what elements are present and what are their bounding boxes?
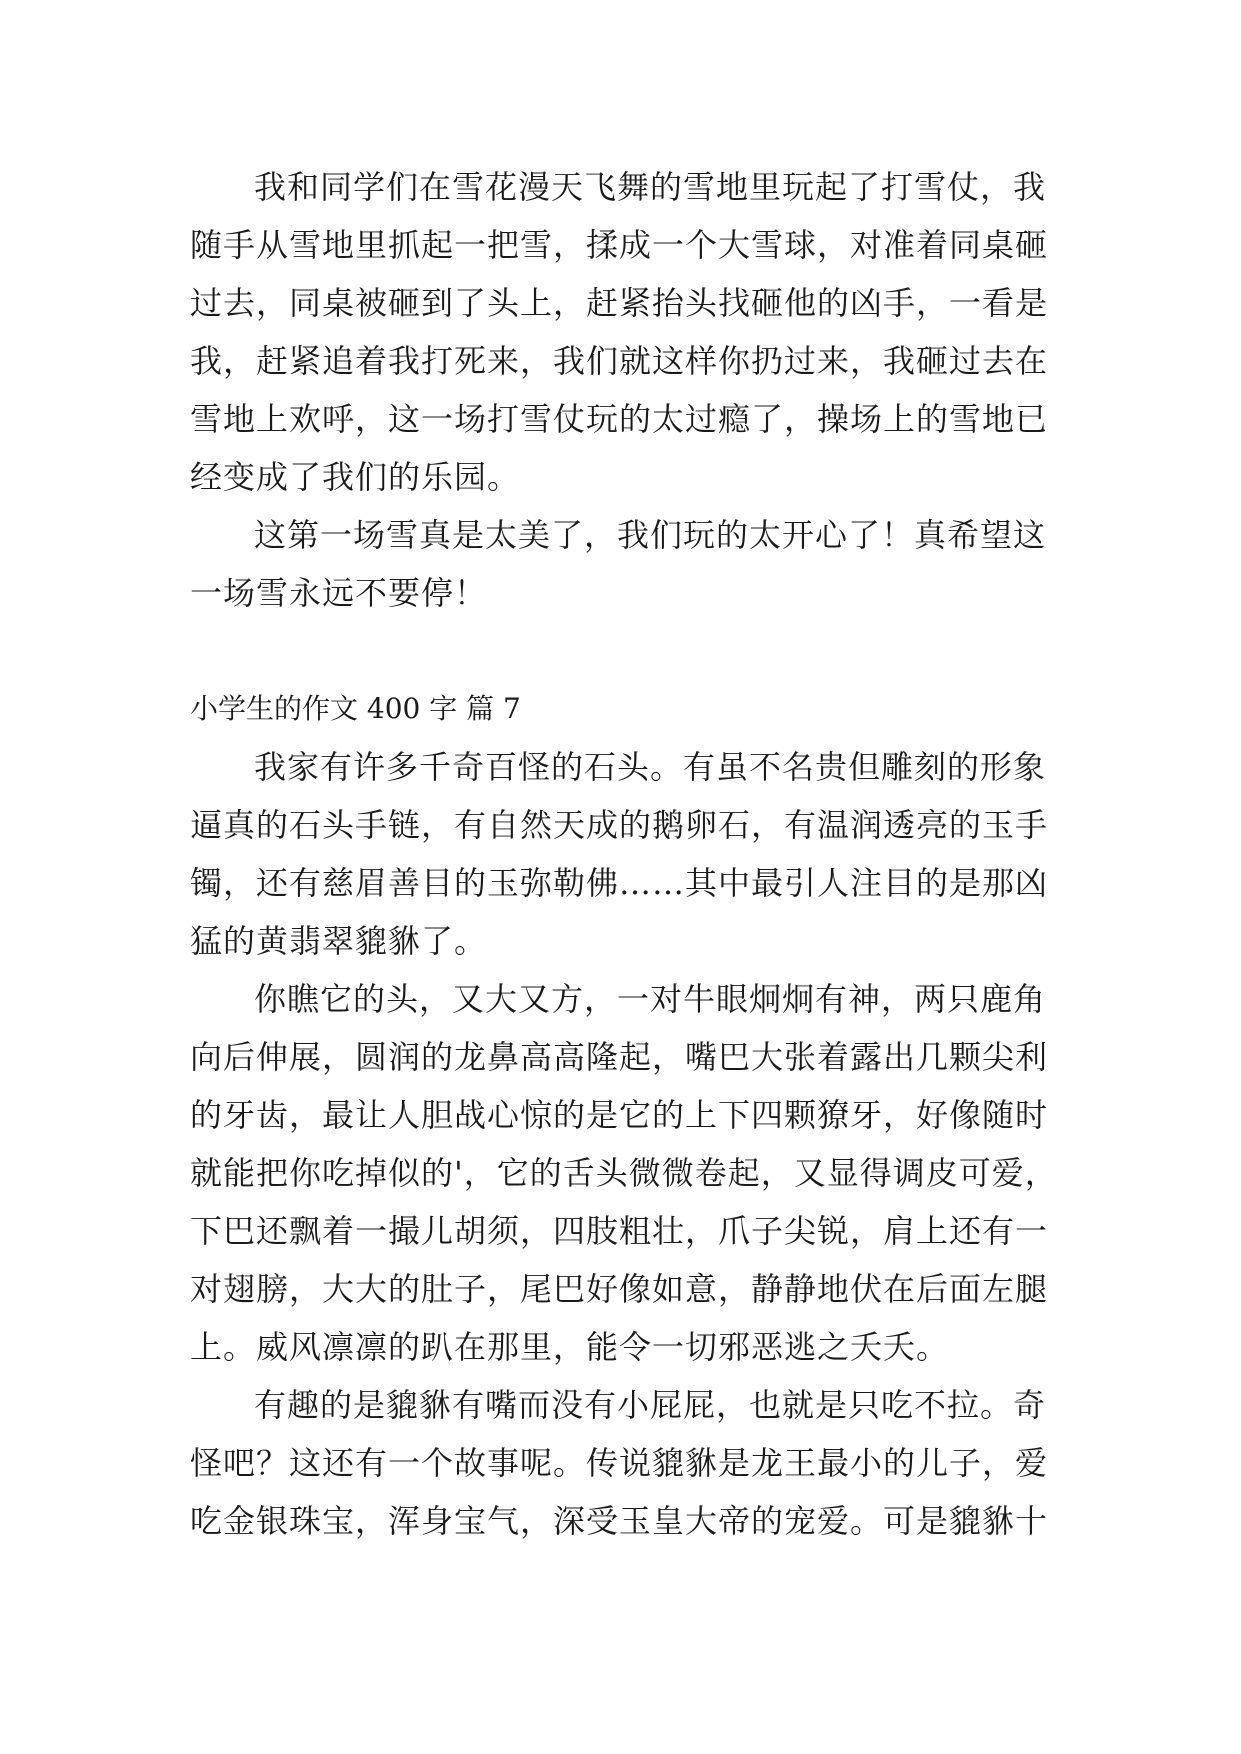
text-line: 一场雪永远不要停！	[190, 574, 488, 612]
text-line: 下巴还飘着一撮儿胡须，四肢粗壮，爪子尖锐，肩上还有一	[190, 1212, 1049, 1250]
text-line: 猛的黄翡翠貔貅了。	[190, 922, 488, 960]
section-heading: 小学生的作文 400 字 篇 7	[190, 692, 521, 725]
text-line: 雪地上欢呼，这一场打雪仗玩的太过瘾了，操场上的雪地已	[190, 400, 1049, 438]
text-line: 怪吧？这还有一个故事呢。传说貔貅是龙王最小的儿子，爱	[190, 1444, 1049, 1482]
section-spacer	[190, 622, 1070, 680]
paragraph-stones	[190, 738, 1070, 970]
paragraph-pixiu-story	[190, 1376, 1070, 1550]
text-line: 我和同学们在雪花漫天飞舞的雪地里玩起了打雪仗，我	[254, 168, 1047, 206]
paragraph-first-snow	[190, 506, 1070, 622]
text-line: 向后伸展，圆润的龙鼻高高隆起，嘴巴大张着露出几颗尖利	[190, 1038, 1049, 1076]
paragraph-snowball-fight	[190, 158, 1070, 506]
text-line: 的牙齿，最让人胆战心惊的是它的上下四颗獠牙，好像随时	[190, 1096, 1049, 1134]
text-line: 对翅膀，大大的肚子，尾巴好像如意，静静地伏在后面左腿	[190, 1270, 1049, 1308]
text-line: 逼真的石头手链，有自然天成的鹅卵石，有温润透亮的玉手	[190, 806, 1049, 844]
text-line: 上。威风凛凛的趴在那里，能令一切邪恶逃之夭夭。	[190, 1328, 950, 1366]
text-line: 我家有许多千奇百怪的石头。有虽不名贵但雕刻的形象	[254, 748, 1047, 786]
document-body	[190, 158, 1070, 1550]
text-line: 我，赶紧追着我打死来，我们就这样你扔过来，我砸过去在	[190, 342, 1049, 380]
text-line: 就能把你吃掉似的'，它的舌头微微卷起，又显得调皮可爱，	[190, 1154, 1058, 1192]
text-line: 吃金银珠宝，浑身宝气，深受玉皇大帝的宠爱。可是貔貅十	[190, 1502, 1049, 1540]
text-line: 随手从雪地里抓起一把雪，揉成一个大雪球，对准着同桌砸	[190, 226, 1049, 264]
text-line: 你瞧它的头，又大又方，一对牛眼炯炯有神，两只鹿角	[254, 980, 1047, 1018]
text-line: 有趣的是貔貅有嘴而没有小屁屁，也就是只吃不拉。奇	[254, 1386, 1047, 1424]
text-line: 过去，同桌被砸到了头上，赶紧抬头找砸他的凶手，一看是	[190, 284, 1049, 322]
paragraph-pixiu-description	[190, 970, 1070, 1376]
text-line: 经变成了我们的乐园。	[190, 458, 521, 496]
text-line: 镯，还有慈眉善目的玉弥勒佛……其中最引人注目的是那凶	[190, 864, 1049, 902]
text-line: 这第一场雪真是太美了，我们玩的太开心了！真希望这	[254, 516, 1047, 554]
